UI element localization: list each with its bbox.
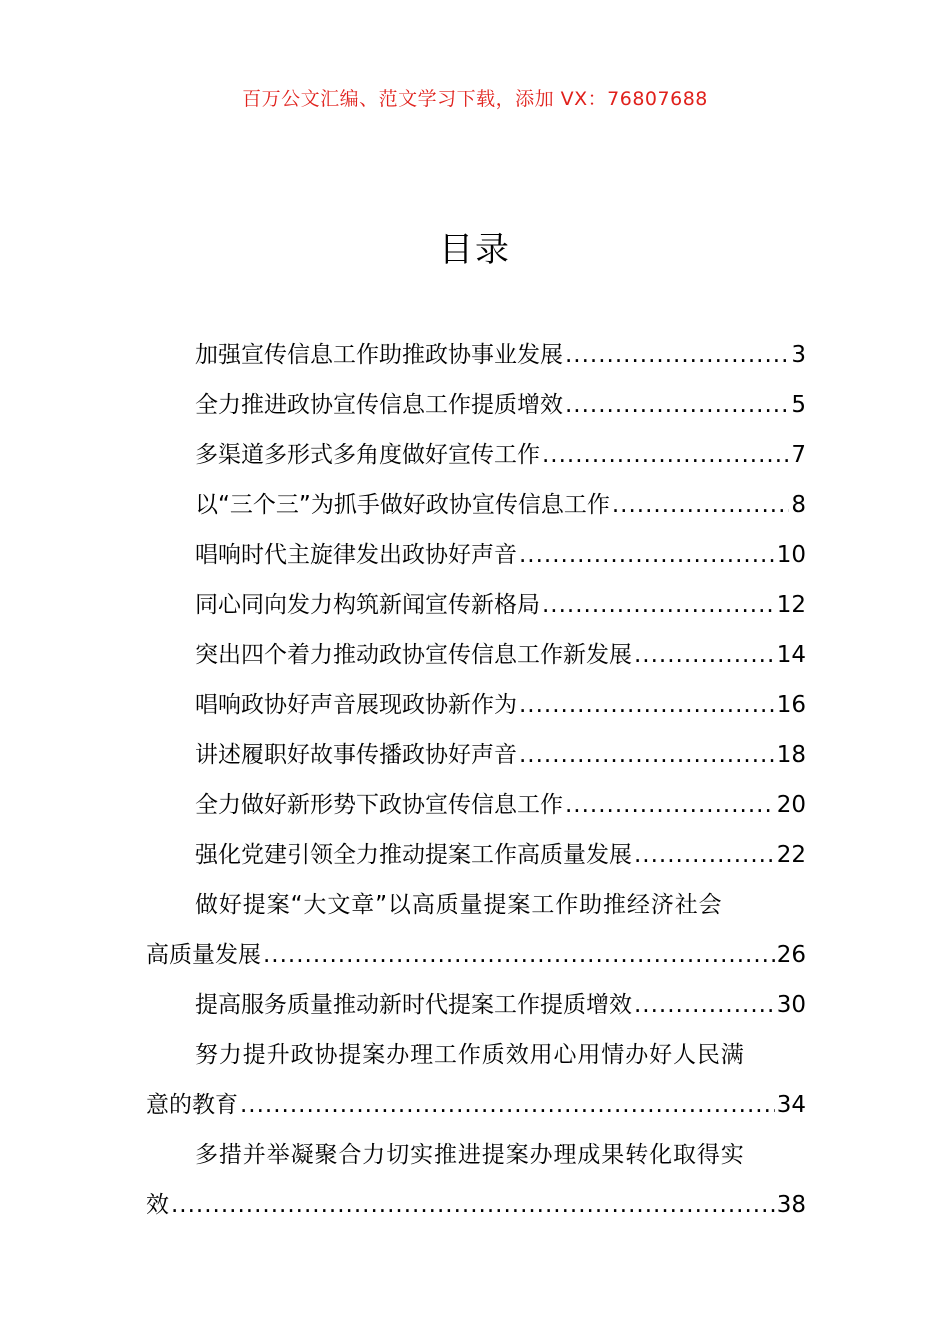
page-title: 目录 bbox=[439, 230, 511, 270]
toc-leader-dots bbox=[565, 780, 775, 830]
toc-entry-title: 以“三个三”为抓手做好政协宣传信息工作 bbox=[195, 492, 610, 518]
toc-entry-title: 唱响政协好声音展现政协新作为 bbox=[195, 692, 517, 718]
toc-entry-title: 努力提升政协提案办理工作质效用心用情办好人民满 bbox=[195, 1042, 745, 1068]
toc-entry-title: 多渠道多形式多角度做好宣传工作 bbox=[195, 442, 540, 468]
toc-leader-dots bbox=[612, 480, 790, 530]
toc-entry[interactable] bbox=[146, 580, 806, 630]
toc-leader-dots bbox=[240, 1080, 775, 1130]
toc-page-number: 10 bbox=[776, 542, 806, 568]
toc-entry-title-continued: 高质量发展 bbox=[146, 942, 261, 968]
toc-entry[interactable] bbox=[146, 480, 806, 530]
toc-page-number: 20 bbox=[776, 792, 806, 818]
toc-entry-title: 提高服务质量推动新时代提案工作提质增效 bbox=[195, 992, 632, 1018]
toc-leader-dots bbox=[542, 580, 775, 630]
toc-entry[interactable] bbox=[146, 530, 806, 580]
toc-leader-dots bbox=[519, 730, 775, 780]
toc-entry[interactable] bbox=[146, 730, 806, 780]
toc-entry-title: 突出四个着力推动政协宣传信息工作新发展 bbox=[195, 642, 632, 668]
toc-page-number: 5 bbox=[791, 392, 806, 418]
toc-entry-title: 做好提案“大文章”以高质量提案工作助推经济社会 bbox=[195, 892, 723, 918]
toc-entry-title: 多措并举凝聚合力切实推进提案办理成果转化取得实 bbox=[195, 1142, 745, 1168]
toc-entry-title: 讲述履职好故事传播政协好声音 bbox=[195, 742, 517, 768]
toc-entry-title-continued: 意的教育 bbox=[146, 1092, 238, 1118]
toc-page-number: 38 bbox=[776, 1192, 806, 1218]
toc-leader-dots bbox=[171, 1180, 775, 1230]
toc-leader-dots bbox=[519, 530, 775, 580]
toc-page-number: 18 bbox=[776, 742, 806, 768]
toc-leader-dots bbox=[519, 680, 775, 730]
toc-page-number: 12 bbox=[776, 592, 806, 618]
toc-entry[interactable] bbox=[146, 630, 806, 680]
toc-page-number: 26 bbox=[776, 942, 806, 968]
toc-entry-title: 强化党建引领全力推动提案工作高质量发展 bbox=[195, 842, 632, 868]
toc-entry-title-continued: 效 bbox=[146, 1192, 169, 1218]
toc-entry-title: 全力做好新形势下政协宣传信息工作 bbox=[195, 792, 563, 818]
toc-entry[interactable] bbox=[146, 880, 806, 980]
toc-page-number: 34 bbox=[776, 1092, 806, 1118]
toc-entry[interactable] bbox=[146, 680, 806, 730]
toc-entry[interactable] bbox=[146, 380, 806, 430]
toc-entry[interactable] bbox=[146, 1130, 806, 1230]
toc-entry[interactable] bbox=[146, 430, 806, 480]
toc-entry[interactable] bbox=[146, 1030, 806, 1130]
toc-entry[interactable] bbox=[146, 830, 806, 880]
toc-page-number: 3 bbox=[791, 342, 806, 368]
toc-entry[interactable] bbox=[146, 330, 806, 380]
toc-leader-dots bbox=[565, 380, 789, 430]
toc-leader-dots bbox=[542, 430, 789, 480]
toc-entry-title: 加强宣传信息工作助推政协事业发展 bbox=[195, 342, 563, 368]
toc-entry-title: 同心同向发力构筑新闻宣传新格局 bbox=[195, 592, 540, 618]
toc-entry[interactable] bbox=[146, 780, 806, 830]
toc-entry[interactable] bbox=[146, 980, 806, 1030]
toc-leader-dots bbox=[565, 330, 789, 380]
toc-leader-dots bbox=[634, 630, 775, 680]
table-of-contents bbox=[146, 330, 806, 1230]
toc-page-number: 22 bbox=[776, 842, 806, 868]
toc-page-number: 7 bbox=[791, 442, 806, 468]
toc-page-number: 30 bbox=[776, 992, 806, 1018]
toc-leader-dots bbox=[634, 830, 775, 880]
toc-entry-title: 全力推进政协宣传信息工作提质增效 bbox=[195, 392, 563, 418]
toc-leader-dots bbox=[634, 980, 775, 1030]
toc-leader-dots bbox=[263, 930, 775, 980]
toc-page-number: 14 bbox=[776, 642, 806, 668]
toc-page-number: 8 bbox=[791, 492, 806, 518]
toc-entry-title: 唱响时代主旋律发出政协好声音 bbox=[195, 542, 517, 568]
header-note: 百万公文汇编、范文学习下载，添加 VX：76807688 bbox=[242, 88, 708, 110]
toc-page-number: 16 bbox=[776, 692, 806, 718]
